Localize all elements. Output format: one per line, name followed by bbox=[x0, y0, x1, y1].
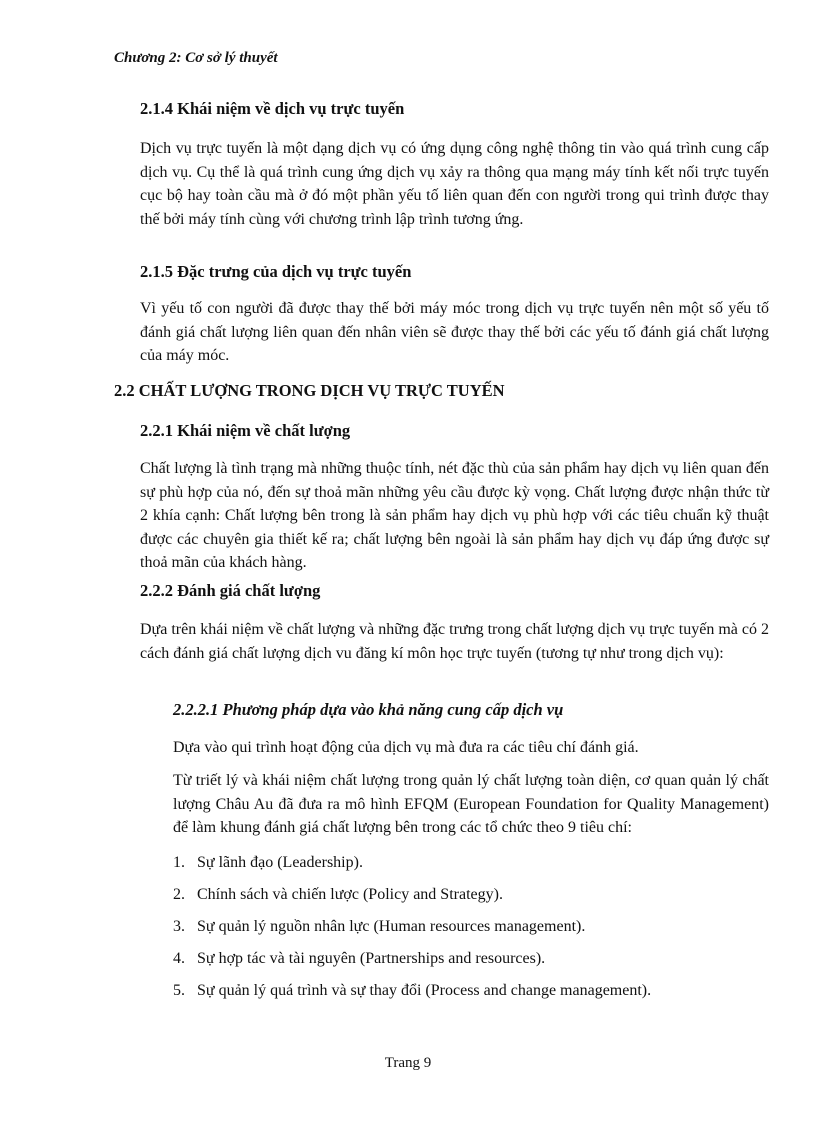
list-item: 3. Sự quản lý nguồn nhân lực (Human resources management). bbox=[173, 918, 586, 935]
page-number: Trang 9 bbox=[384, 1055, 432, 1071]
list-item: 5. Sự quản lý quá trình và sự thay đổi (Process and change management). bbox=[173, 982, 652, 999]
paragraph-2-2-2-1-a: Dựa vào qui trình hoạt động của dịch vụ mà đưa ra các tiêu chí đánh giá. bbox=[173, 739, 639, 756]
heading-2-2-2-1: 2.2.2.1 Phương pháp dựa vào khả năng cung cấp dịch vụ bbox=[173, 700, 564, 719]
paragraph-2-1-4: Dịch vụ trực tuyến là một dạng dịch vụ có ứng dụng công nghệ thông tin vào quá trình cung cấp dịch vụ. Cụ thể là quá trình cung ứng dịch vụ xảy ra thông qua mạng máy tính kết nối trực tuyến cục bộ hay toàn cầu mà ở đó một phần yếu tố liên quan đến con người trong qui trình được thay thế bởi máy tính cùng với chương trình lập trình tương ứng. bbox=[140, 140, 769, 228]
paragraph-2-2-1: Chất lượng là tình trạng mà những thuộc tính, nét đặc thù của sản phẩm hay dịch vụ liên quan đến sự phù hợp của nó, đến sự thoả mãn những yêu cầu được kỳ vọng. Chất lượng được nhận thức từ 2 khía cạnh: Chất lượng bên trong là sản phẩm hay dịch vụ phù hợp với các tiêu chuẩn kỹ thuật được các chuyên gia thiết kế ra; chất lượng bên ngoài là sản phẩm hay dịch vụ đáp ứng được sự thoả mãn của khách hàng. bbox=[140, 460, 769, 571]
list-item: 2. Chính sách và chiến lược (Policy and Strategy). bbox=[173, 886, 503, 903]
paragraph-2-2-2-1-b: Từ triết lý và khái niệm chất lượng trong quản lý chất lượng toàn diện, cơ quan quản lý chất lượng Châu Au đã đưa ra mô hình EFQM (European Foundation for Quality Management) để làm khung đánh giá chất lượng bên trong các tổ chức theo 9 tiêu chí: bbox=[173, 772, 769, 836]
paragraph-2-2-2: Dựa trên khái niệm về chất lượng và những đặc trưng trong chất lượng dịch vụ trực tuyến mà có 2 cách đánh giá chất lượng dịch vu đăng kí môn học trực tuyến (tương tự như trong dịch vụ): bbox=[140, 621, 769, 662]
list-item: 1. Sự lãnh đạo (Leadership). bbox=[173, 854, 363, 871]
paragraph-2-1-5: Vì yếu tố con người đã được thay thế bởi máy móc trong dịch vụ trực tuyến nên một số yếu tố đánh giá chất lượng liên quan đến nhân viên sẽ được thay thế bởi các yếu tố đánh giá chất lượng của máy móc. bbox=[140, 300, 769, 364]
list-item: 4. Sự hợp tác và tài nguyên (Partnerships and resources). bbox=[173, 950, 546, 967]
heading-2-1-4: 2.1.4 Khái niệm về dịch vụ trực tuyến bbox=[140, 99, 405, 118]
heading-2-1-5: 2.1.5 Đặc trưng của dịch vụ trực tuyến bbox=[140, 262, 412, 281]
criteria-list bbox=[173, 851, 651, 1011]
heading-2-2: 2.2 CHẤT LƯỢNG TRONG DỊCH VỤ TRỰC TUYẾN bbox=[114, 381, 505, 400]
running-head: Chương 2: Cơ sở lý thuyết bbox=[114, 50, 278, 66]
heading-2-2-2: 2.2.2 Đánh giá chất lượng bbox=[140, 581, 321, 600]
heading-2-2-1: 2.2.1 Khái niệm về chất lượng bbox=[140, 421, 351, 440]
